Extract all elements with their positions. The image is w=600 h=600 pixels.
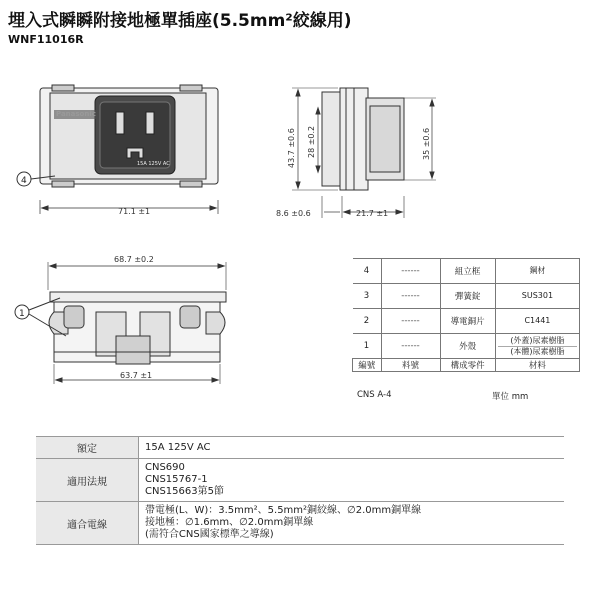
spec-value xyxy=(139,437,565,459)
part-material: 鋼材 xyxy=(495,259,579,284)
part-no: 1 xyxy=(353,334,382,359)
model-number: WNF11016R xyxy=(8,33,84,46)
bottom-view xyxy=(15,255,226,384)
spec-row xyxy=(36,502,564,545)
spec-value xyxy=(139,459,565,502)
spec-row xyxy=(36,437,564,459)
part-name: 組立框 xyxy=(440,259,495,284)
parts-header-row xyxy=(353,359,580,372)
material-line: (本體)尿素樹脂 xyxy=(510,346,565,356)
unit-label: 單位 mm xyxy=(492,392,529,402)
parts-table xyxy=(352,258,580,372)
spec-line: (需符合CNS國家標準之導線) xyxy=(145,529,274,540)
dim-front-width: 71.1 ±1 xyxy=(118,207,151,216)
page-title: 埋入式瞬瞬附接地極單插座(5.5mm²絞線用) xyxy=(8,11,352,31)
spec-row xyxy=(36,459,564,502)
spec-table xyxy=(36,436,564,545)
part-code: ------ xyxy=(381,284,440,309)
part-no: 4 xyxy=(353,259,382,284)
header-code: 料號 xyxy=(381,359,440,372)
dim-bottom-width: 63.7 ±1 xyxy=(120,371,153,380)
dim-bottom-top-width: 68.7 ±0.2 xyxy=(114,255,154,264)
part-material xyxy=(495,334,579,359)
part-code: ------ xyxy=(381,334,440,359)
side-view xyxy=(276,88,436,218)
spec-line: 帶電極(L、W)：3.5mm²、5.5mm²銅絞線、∅2.0mm銅單線 xyxy=(145,505,422,516)
spec-line: CNS15663第5節 xyxy=(145,486,224,497)
spec-label: 適用法規 xyxy=(36,459,139,502)
part-name: 導電銅片 xyxy=(440,309,495,334)
parts-row xyxy=(353,284,580,309)
dim-side-height-inner: 28 ±0.2 xyxy=(307,125,316,158)
spec-value xyxy=(139,502,565,545)
dim-side-height-right: 35 ±0.6 xyxy=(422,127,431,160)
spec-label: 適合電線 xyxy=(36,502,139,545)
part-name: 彈簧錠 xyxy=(440,284,495,309)
part-no: 2 xyxy=(353,309,382,334)
front-view xyxy=(17,85,218,216)
part-material: C1441 xyxy=(495,309,579,334)
spec-line: CNS690 xyxy=(145,462,185,473)
part-material: SUS301 xyxy=(495,284,579,309)
standard-label: CNS A-4 xyxy=(357,390,392,400)
dim-side-height-outer: 43.7 ±0.6 xyxy=(287,128,296,168)
header-material: 材料 xyxy=(495,359,579,372)
part-code: ------ xyxy=(381,259,440,284)
dim-side-depth-back: 21.7 ±1 xyxy=(356,209,389,218)
rating-mark: 15A 125V AC xyxy=(137,161,170,167)
spec-line: 15A 125V AC xyxy=(145,441,211,453)
material-line: (外蓋)尿素樹脂 xyxy=(498,336,577,347)
header-part: 構成零件 xyxy=(440,359,495,372)
part-no: 3 xyxy=(353,284,382,309)
spec-line: 接地極：∅1.6mm、∅2.0mm銅單線 xyxy=(145,517,314,528)
parts-row xyxy=(353,259,580,284)
spec-line: CNS15767-1 xyxy=(145,474,208,485)
callout-4: 4 xyxy=(21,176,27,186)
spec-label: 額定 xyxy=(36,437,139,459)
parts-row xyxy=(353,334,580,359)
part-code: ------ xyxy=(381,309,440,334)
parts-row xyxy=(353,309,580,334)
header-no: 編號 xyxy=(353,359,382,372)
part-name: 外殼 xyxy=(440,334,495,359)
dim-side-depth-front: 8.6 ±0.6 xyxy=(276,209,311,218)
callout-1: 1 xyxy=(19,309,25,319)
